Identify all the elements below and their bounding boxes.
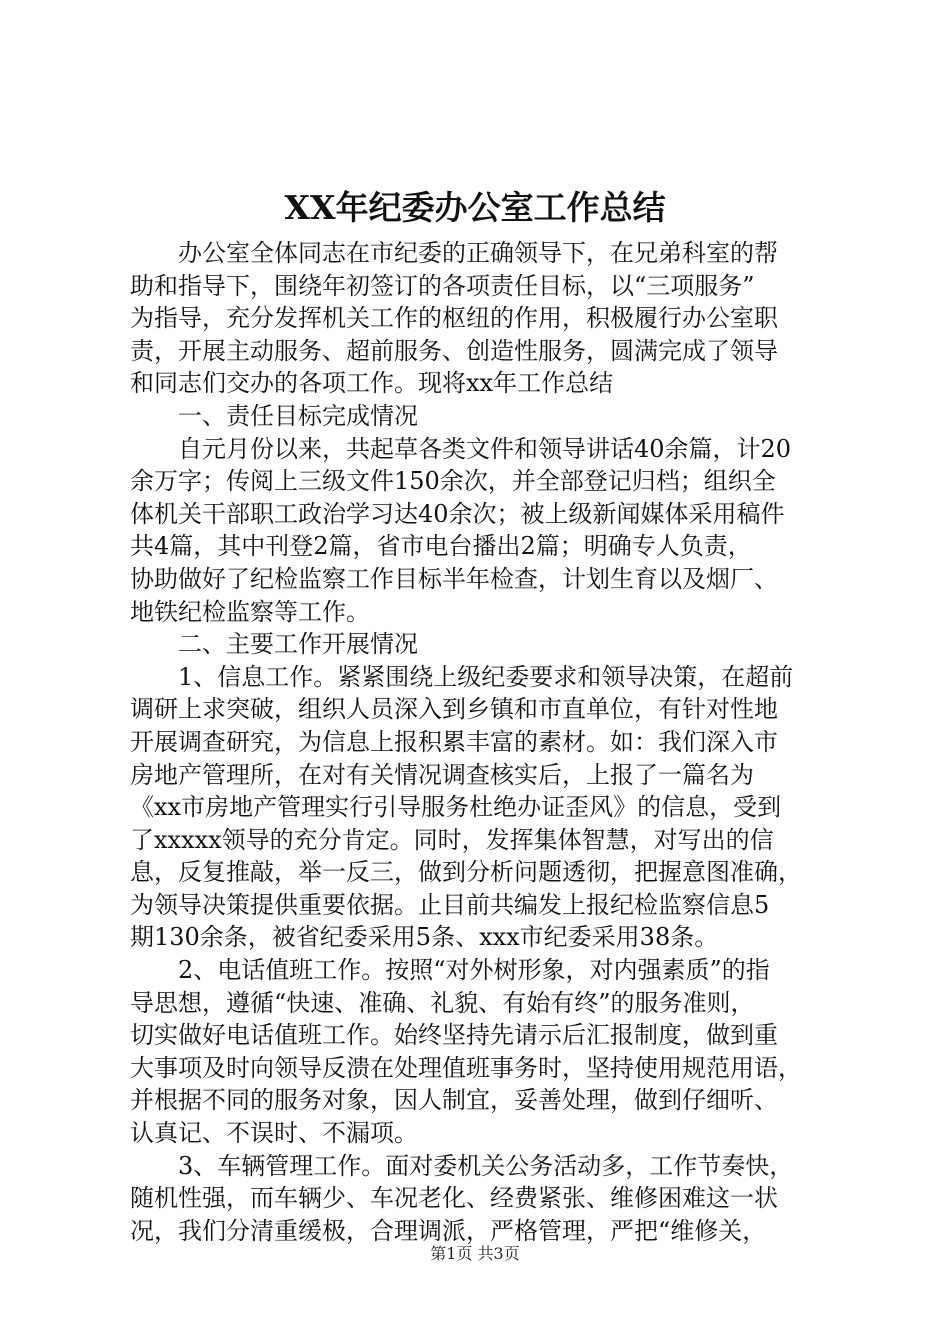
text-line: 认真记、不误时、不漏项。 <box>130 1119 418 1148</box>
text-line: 和同志们交办的各项工作。现将xx年工作总结 <box>130 369 614 398</box>
text-line: 了xxxxx领导的充分肯定。同时，发挥集体智慧，对写出的信 <box>130 825 774 854</box>
text-line: 办公室全体同志在市纪委的正确领导下，在兄弟科室的帮 <box>178 239 778 267</box>
text-line: 切实做好电话值班工作。始终坚持先请示后汇报制度，做到重 <box>130 1021 778 1050</box>
text-line: 2、电话值班工作。按照“对外树形象，对内强素质”的指 <box>178 956 770 985</box>
text-line: 开展调查研究，为信息上报积累丰富的素材。如：我们深入市 <box>130 727 778 756</box>
text-line: 导思想，遵循“快速、准确、礼貌、有始有终”的服务准则， <box>130 988 755 1017</box>
document-title: XX年纪委办公室工作总结 <box>284 188 666 227</box>
text-line: 助和指导下，围绕年初签订的各项责任目标，以“三项服务” <box>130 271 755 300</box>
text-line: 地铁纪检监察等工作。 <box>130 597 370 626</box>
text-line: 息，反复推敲，举一反三，做到分析问题透彻，把握意图准确， <box>130 858 802 887</box>
text-line: 并根据不同的服务对象，因人制宜，妥善处理，做到仔细听、 <box>130 1086 778 1115</box>
text-line: 调研上求突破，组织人员深入到乡镇和市直单位，有针对性地 <box>130 695 778 724</box>
text-line: 责，开展主动服务、超前服务、创造性服务，圆满完成了领导 <box>130 336 778 365</box>
text-line: 体机关干部职工政治学习达40余次；被上级新闻媒体采用稿件 <box>130 499 785 528</box>
page-footer <box>0 1243 950 1265</box>
text-line: 自元月份以来，共起草各类文件和领导讲话40余篇，计20 <box>178 434 792 463</box>
text-line: 况，我们分清重缓极，合理调派，严格管理，严把“维修关， <box>130 1216 767 1245</box>
text-line: 为指导，充分发挥机关工作的枢纽的作用，积极履行办公室职 <box>130 304 778 333</box>
text-line: 协助做好了纪检监察工作目标半年检查，计划生育以及烟厂、 <box>130 564 778 593</box>
text-line: 为领导决策提供重要依据。止目前共编发上报纪检监察信息5 <box>130 890 770 919</box>
document-body <box>130 237 834 1247</box>
text-line: 房地产管理所，在对有关情况调查核实后，上报了一篇名为 <box>130 760 754 789</box>
page-number: 第1页 共3页 <box>430 1244 520 1263</box>
text-line: 《xx市房地产管理实行引导服务杜绝办证歪风》的信息，受到 <box>130 793 782 822</box>
text-line: 共4篇，其中刊登2篇，省市电台播出2篇；明确专人负责， <box>130 532 752 561</box>
text-line: 余万字；传阅上三级文件150余次，并全部登记归档；组织全 <box>130 467 776 496</box>
section-heading: 一、责任目标完成情况 <box>178 401 418 430</box>
text-line: 大事项及时向领导反溃在处理值班事务时，坚持使用规范用语， <box>130 1053 802 1082</box>
text-line: 随机性强，而车辆少、车况老化、经费紧张、维修困难这一状 <box>130 1184 778 1213</box>
text-line: 期130余条，被省纪委采用5条、xxx市纪委采用38条。 <box>130 923 719 952</box>
text-line: 1、信息工作。紧紧围绕上级纪委要求和领导决策，在超前 <box>178 662 794 691</box>
text-line: 3、车辆管理工作。面对委机关公务活动多，工作节奏快， <box>178 1151 794 1180</box>
section-heading: 二、主要工作开展情况 <box>178 630 418 659</box>
